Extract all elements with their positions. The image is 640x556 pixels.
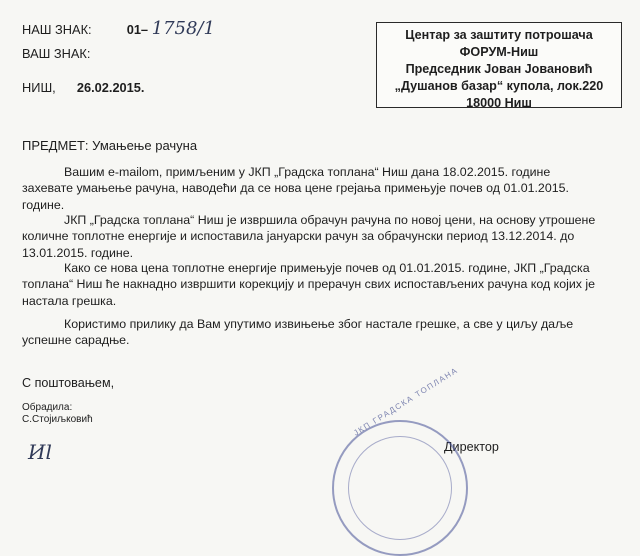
subject-label: ПРЕДМЕТ:: [22, 138, 89, 153]
recipient-line: 18000 Ниш: [466, 96, 532, 110]
regards: С поштовањем,: [22, 376, 115, 390]
our-ref-handwritten: 1758/1: [151, 18, 215, 39]
our-ref-prefix: 01–: [126, 22, 149, 37]
handwritten-initials: Иl: [28, 440, 52, 464]
official-stamp: [332, 365, 468, 556]
paragraph-2: ЈКП „Градска топлана“ Ниш је извршила обрачун рачуна по новој цени, на основу утрошене количне топлотне енергије и испоставила јануарски рачун за обрачунски период 13.12.2014. до 13.01.2015. године.: [22, 213, 596, 260]
recipient-line: ФОРУМ-Ниш: [459, 45, 539, 59]
recipient-line: „Душанов базар“ купола, лок.220: [394, 79, 604, 93]
letter-date: 26.02.2015.: [76, 80, 145, 95]
subject-text: Умањење рачуна: [92, 138, 198, 153]
place-date: [22, 80, 144, 95]
our-ref-label: НАШ ЗНАК:: [22, 22, 92, 37]
your-ref-label: ВАШ ЗНАК:: [22, 46, 91, 61]
subject-line: [22, 138, 197, 153]
recipient-address-box: [376, 22, 622, 108]
director-title: Директор: [444, 440, 499, 454]
prepared-by-name: С.Стојиљковић: [22, 414, 93, 425]
recipient-line: Председник Јован Јовановић: [405, 62, 593, 76]
stamp-text: ЈКП ГРАДСКА ТОПЛАНА: [352, 365, 460, 438]
our-reference: [22, 18, 215, 39]
place: НИШ,: [22, 80, 56, 95]
prepared-by-label: Обрадила:: [22, 402, 73, 413]
paragraph-4: Користимо прилику да Вам упутимо извињење због настале грешке, а све у циљу даље успешне сарадње.: [22, 317, 574, 348]
paragraph-1: Вашим e-mailom, примљеним у ЈКП „Градска топлана“ Ниш дана 18.02.2015. године захевате умањење рачуна, наводећи да се нова цене грејања примењује почев од 01.01.2015. године.: [22, 165, 569, 212]
stamp-inner-ring: [348, 436, 452, 540]
recipient-line: Центар за заштиту потрошача: [405, 28, 593, 42]
paragraph-3: Како се нова цена топлотне енергије примењује почев од 01.01.2015. године, ЈКП „Градска топлана“ Ниш ће накнадно извршити корекцију и прерачун свих испостављених рачуна код којих је настала грешка.: [22, 261, 596, 308]
